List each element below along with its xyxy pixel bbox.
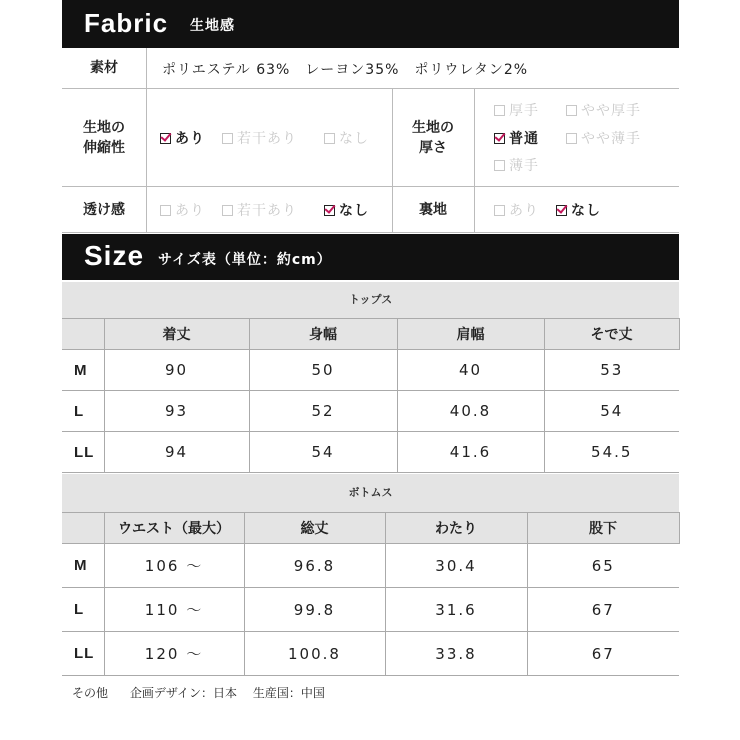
column-header: 総丈 (244, 513, 385, 544)
measurement-cell: 30.4 (385, 544, 527, 588)
checked-box-icon (324, 205, 335, 216)
checked-box-icon (556, 205, 567, 216)
sheer-option-label: 若干あり (237, 203, 297, 219)
measurement-cell: 100.8 (244, 632, 385, 676)
measurement-cell: 54 (249, 432, 397, 473)
lining-option (494, 200, 539, 220)
material-label: 素材 (90, 60, 118, 76)
table-corner-cell (62, 513, 104, 544)
footer-design: 企画デザイン：日本 (129, 686, 238, 700)
measurement-cell: 93 (104, 391, 249, 432)
measurement-cell: 52 (249, 391, 397, 432)
table-row (62, 432, 679, 473)
fabric-title: Fabric (84, 8, 169, 38)
stretch-option (160, 128, 205, 148)
measurement-cell: 40.8 (397, 391, 544, 432)
footer-other-label: その他 (72, 686, 109, 700)
size-title: Size (84, 240, 145, 271)
thickness-option (494, 128, 539, 148)
measurement-cell: 90 (104, 350, 249, 391)
thickness-option-label: やや厚手 (581, 103, 641, 119)
measurement-cell: 50 (249, 350, 397, 391)
size-label-cell: L (62, 588, 104, 632)
unchecked-box-icon (324, 133, 335, 144)
thickness-option (566, 128, 641, 148)
size-subtitle: サイズ表（単位：約cm） (158, 252, 332, 268)
thickness-label: 生地の 厚さ (412, 120, 454, 156)
measurement-cell: 94 (104, 432, 249, 473)
stretch-option-label: なし (339, 131, 369, 147)
unchecked-box-icon (222, 133, 233, 144)
sheer-option-label: なし (339, 203, 369, 219)
bottoms-size-table (62, 512, 680, 676)
lining-label: 裏地 (419, 202, 447, 218)
bottoms-section-title: ボトムス (62, 474, 679, 512)
unchecked-box-icon (494, 105, 505, 116)
tops-section-title: トップス (62, 282, 679, 318)
measurement-cell: 65 (527, 544, 679, 588)
lining-option-label: なし (571, 203, 601, 219)
thickness-option-label: やや薄手 (581, 131, 641, 147)
unchecked-box-icon (494, 160, 505, 171)
measurement-cell: 96.8 (244, 544, 385, 588)
column-header: 着丈 (104, 319, 249, 350)
column-header: 身幅 (249, 319, 397, 350)
thickness-option (494, 155, 539, 175)
footer-origin: 生産国：中国 (252, 686, 325, 700)
unchecked-box-icon (222, 205, 233, 216)
sheer-option (324, 200, 369, 220)
table-corner-cell (62, 319, 104, 350)
table-row (62, 350, 679, 391)
unchecked-box-icon (160, 205, 171, 216)
stretch-option (222, 128, 297, 148)
measurement-cell: 99.8 (244, 588, 385, 632)
fabric-table (62, 48, 679, 232)
column-header: ウエスト（最大） (104, 513, 244, 544)
measurement-cell: 67 (527, 588, 679, 632)
sheer-option (222, 200, 297, 220)
footer-note (72, 684, 343, 701)
thickness-option-label: 薄手 (509, 158, 539, 174)
stretch-option-label: あり (175, 131, 205, 147)
sheer-label: 透け感 (83, 202, 125, 218)
fabric-header-bar (62, 0, 679, 48)
stretch-option-label: 若干あり (237, 131, 297, 147)
column-header: わたり (385, 513, 527, 544)
fabric-subtitle: 生地感 (190, 18, 235, 34)
thickness-option-label: 普通 (509, 131, 539, 147)
sheer-option-label: あり (175, 203, 205, 219)
measurement-cell: 67 (527, 632, 679, 676)
material-text: ポリエステル 63% レーヨン35% ポリウレタン2% (162, 62, 529, 78)
measurement-cell: 41.6 (397, 432, 544, 473)
measurement-cell: 54 (544, 391, 679, 432)
column-header: そで丈 (544, 319, 679, 350)
thickness-option-label: 厚手 (509, 103, 539, 119)
measurement-cell: 54.5 (544, 432, 679, 473)
column-header: 肩幅 (397, 319, 544, 350)
measurement-cell: 120 〜 (104, 632, 244, 676)
thickness-option (494, 100, 539, 120)
checked-box-icon (494, 133, 505, 144)
measurement-cell: 40 (397, 350, 544, 391)
stretch-option (324, 128, 369, 148)
size-label-cell: M (62, 544, 104, 588)
measurement-cell: 53 (544, 350, 679, 391)
measurement-cell: 31.6 (385, 588, 527, 632)
size-label-cell: LL (62, 632, 104, 676)
table-row (62, 391, 679, 432)
stretch-label: 生地の 伸縮性 (83, 120, 125, 156)
sheer-option (160, 200, 205, 220)
measurement-cell: 110 〜 (104, 588, 244, 632)
checked-box-icon (160, 133, 171, 144)
size-header-bar (62, 234, 679, 280)
measurement-cell: 33.8 (385, 632, 527, 676)
size-label-cell: LL (62, 432, 104, 473)
lining-option (556, 200, 601, 220)
size-label-cell: L (62, 391, 104, 432)
measurement-cell: 106 〜 (104, 544, 244, 588)
tops-size-table (62, 318, 680, 473)
table-row (62, 588, 679, 632)
unchecked-box-icon (566, 133, 577, 144)
table-row (62, 544, 679, 588)
unchecked-box-icon (494, 205, 505, 216)
lining-option-label: あり (509, 203, 539, 219)
thickness-option (566, 100, 641, 120)
column-header: 股下 (527, 513, 679, 544)
size-label-cell: M (62, 350, 104, 391)
unchecked-box-icon (566, 105, 577, 116)
table-row (62, 632, 679, 676)
